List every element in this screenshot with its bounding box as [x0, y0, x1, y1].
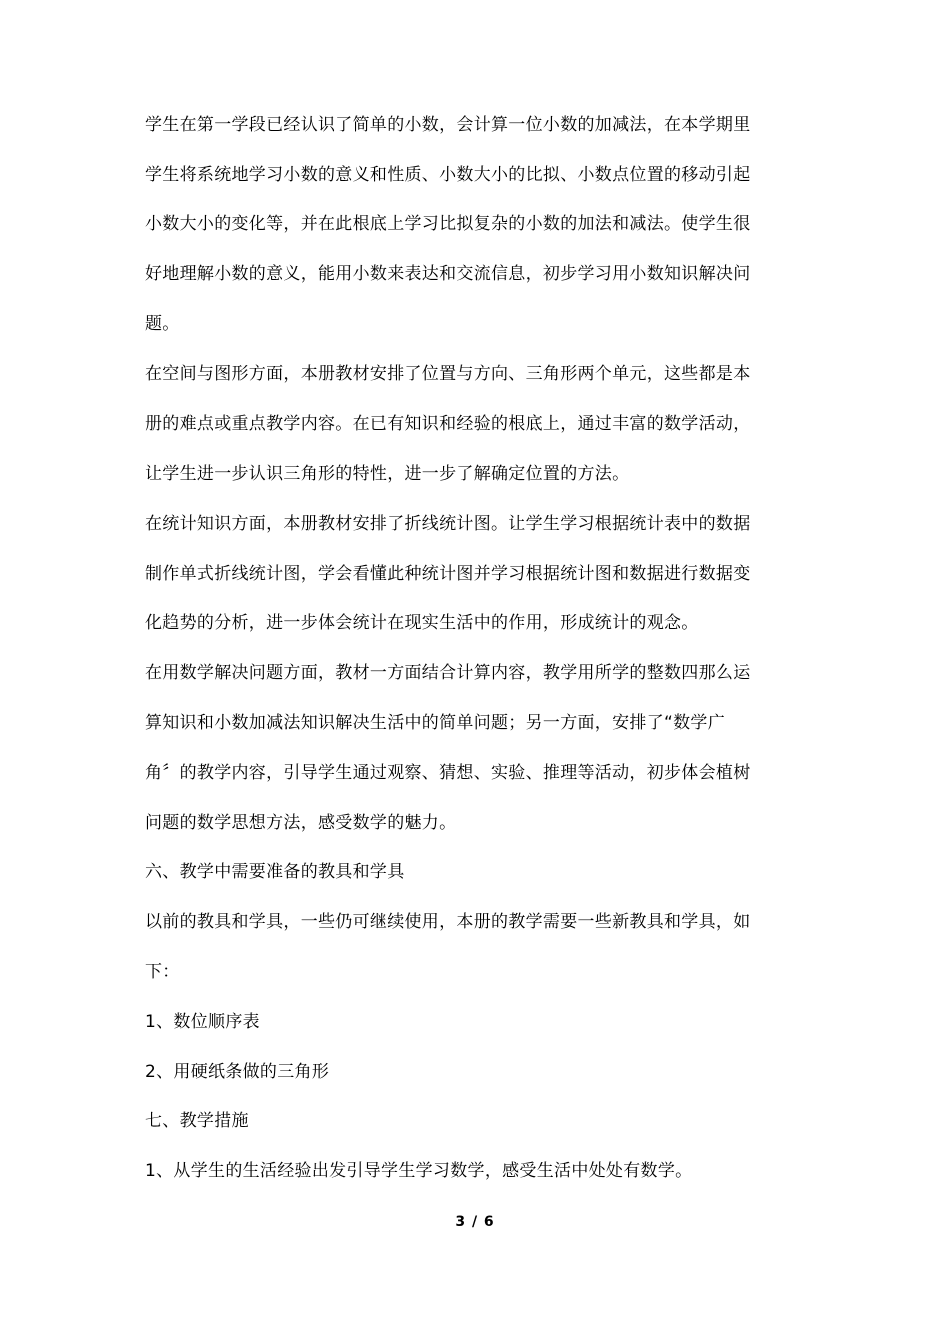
section-heading: 七、教学措施	[145, 1111, 249, 1131]
section-heading: 六、教学中需要准备的教具和学具	[145, 862, 405, 882]
list-item: 1、从学生的生活经验出发引导学生学习数学，感受生活中处处有数学。	[145, 1161, 693, 1181]
text-line: 小数大小的变化等，并在此根底上学习比拟复杂的小数的加法和减法。使学生很	[145, 214, 751, 234]
text-line: 学生在第一学段已经认识了简单的小数，会计算一位小数的加减法，在本学期里	[145, 115, 751, 135]
text-line: 在用数学解决问题方面，教材一方面结合计算内容，教学用所学的整数四那么运	[145, 663, 751, 683]
text-line: 以前的教具和学具，一些仍可继续使用，本册的教学需要一些新教具和学具，如	[145, 912, 751, 932]
text-line: 在统计知识方面，本册教材安排了折线统计图。让学生学习根据统计表中的数据	[145, 514, 751, 534]
text-line: 算知识和小数加减法知识解决生活中的简单问题；另一方面，安排了“数学广	[145, 713, 726, 733]
text-line: 好地理解小数的意义，能用小数来表达和交流信息，初步学习用小数知识解决问	[145, 264, 751, 284]
list-item: 2、用硬纸条做的三角形	[145, 1062, 330, 1082]
text-line: 下：	[145, 962, 180, 982]
text-line: 问题的数学思想方法，感受数学的魅力。	[145, 813, 457, 833]
text-line: 册的难点或重点教学内容。在已有知识和经验的根底上，通过丰富的数学活动，	[145, 414, 751, 434]
text-line: 学生将系统地学习小数的意义和性质、小数大小的比拟、小数点位置的移动引起	[145, 165, 751, 185]
text-line: 题。	[145, 314, 180, 334]
text-line: 化趋势的分析，进一步体会统计在现实生活中的作用，形成统计的观念。	[145, 613, 699, 633]
page-number: 3 / 6	[455, 1214, 495, 1230]
text-line: 在空间与图形方面，本册教材安排了位置与方向、三角形两个单元，这些都是本	[145, 364, 751, 384]
text-line: 角〞的教学内容，引导学生通过观察、猜想、实验、推理等活动，初步体会植树	[145, 763, 751, 783]
text-line: 制作单式折线统计图，学会看懂此种统计图并学习根据统计图和数据进行数据变	[145, 564, 751, 584]
list-item: 1、数位顺序表	[145, 1012, 260, 1032]
text-line: 让学生进一步认识三角形的特性，进一步了解确定位置的方法。	[145, 464, 630, 484]
